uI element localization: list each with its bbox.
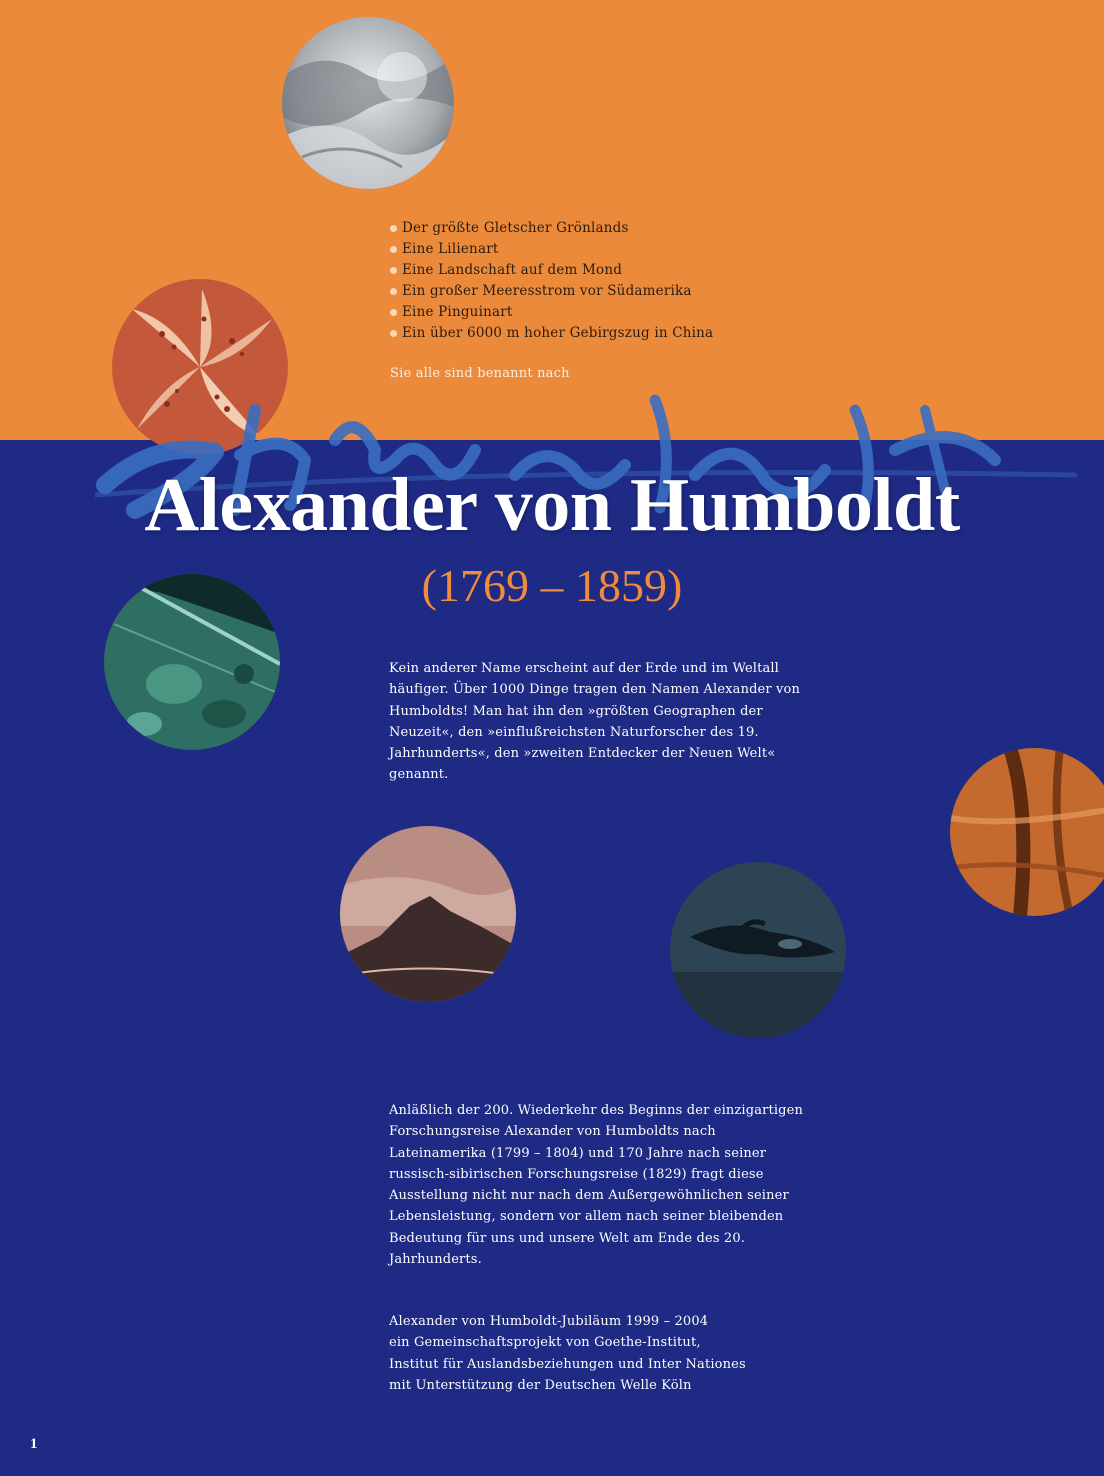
facts-list <box>388 218 713 344</box>
credits-line: Institut für Auslandsbeziehungen und Inter Nationes <box>389 1356 746 1372</box>
fact-item: Eine Landschaft auf dem Mond <box>388 260 713 281</box>
moon-landscape-photo <box>104 574 280 750</box>
fact-item: Ein über 6000 m hoher Gebirgszug in China <box>388 323 713 344</box>
fact-item: Eine Lilienart <box>388 239 713 260</box>
page-title: Alexander von Humboldt <box>144 463 960 547</box>
fact-item: Eine Pinguinart <box>388 302 713 323</box>
credits-line: mit Unterstützung der Deutschen Welle Köln <box>389 1377 692 1393</box>
credits <box>389 1311 746 1396</box>
penguin-photo <box>670 862 846 1038</box>
mountain-photo <box>340 826 516 1002</box>
exhibition-paragraph: Anläßlich der 200. Wiederkehr des Beginns der einzigartigen Forschungsreise Alexander von Humboldts nach Lateinamerika (1799 – 1804) und 170 Jahre nach seiner russisch-sibirischen Forschungsreise (1829) fragt diese Ausstellung nicht nur nach dem Außergewöhnlichen seiner Lebensleistung, sondern vor allem nach seiner bleibenden Bedeutung für uns und unsere Welt am Ende des 20. Jahrhunderts. <box>389 1103 803 1268</box>
glacier-photo <box>282 17 454 189</box>
fact-item: Der größte Gletscher Grönlands <box>388 218 713 239</box>
intro-paragraph: Kein anderer Name erscheint auf der Erde und im Weltall häufiger. Über 1000 Dinge tragen den Namen Alexander von Humboldts! Man hat ihn den »größten Geographen der Neuzeit«, den »einflußreichsten Naturforscher des 19. Jahrhunderts«, den »zweiten Entdecker der Neuen Welt« genannt. <box>389 661 801 783</box>
page-number: 1 <box>30 1436 38 1452</box>
fact-item: Ein großer Meeresstrom vor Südamerika <box>388 281 713 302</box>
mountain-range-photo <box>950 748 1104 916</box>
credits-line: Alexander von Humboldt-Jubiläum 1999 – 2004 <box>389 1314 709 1329</box>
life-years: (1769 – 1859) <box>421 560 683 611</box>
credits-line: ein Gemeinschaftsprojekt von Goethe-Institut, <box>389 1335 701 1351</box>
intro-line: Sie alle sind benannt nach <box>390 366 570 381</box>
